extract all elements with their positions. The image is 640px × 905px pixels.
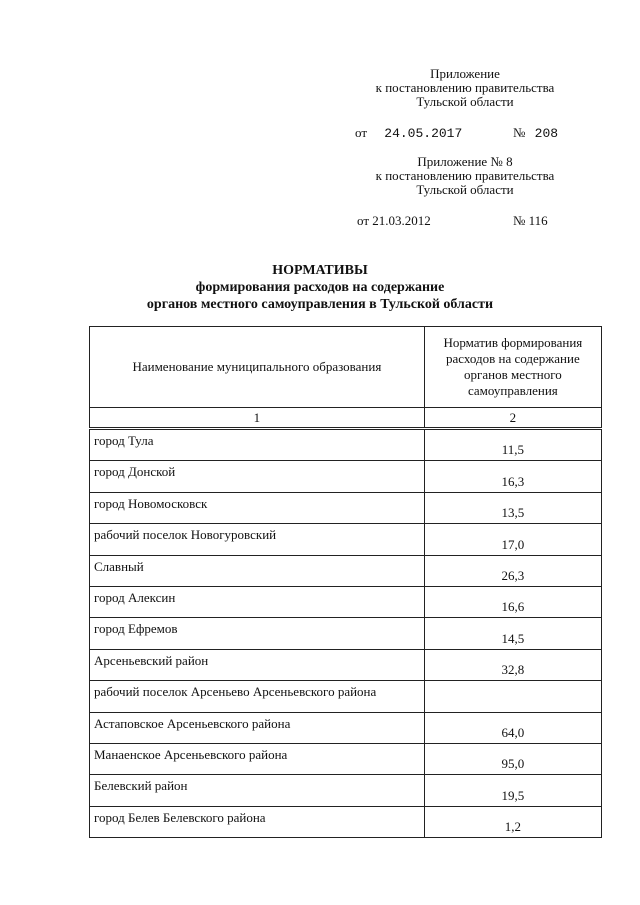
table-row — [90, 586, 602, 617]
normative-value: 1,2 — [424, 806, 601, 837]
appendix-region-line: Тульской области — [416, 94, 514, 109]
table-row — [90, 524, 602, 555]
appendix-decree-line: к постановлению правительства — [375, 80, 555, 95]
appendix-label: Приложение — [430, 66, 500, 81]
title-line-2: формирования расходов на содержание — [195, 280, 445, 295]
column-header-normative: Норматив формирования расходов на содержание органов местного самоуправления — [424, 327, 601, 408]
table-row — [90, 775, 602, 806]
municipality-name: Белевский район — [90, 775, 425, 806]
municipality-name: город Алексин — [90, 586, 425, 617]
table-row — [90, 461, 602, 492]
normative-value: 16,6 — [424, 586, 601, 617]
municipality-name: рабочий поселок Новогуровский — [90, 524, 425, 555]
appendix8-decree-line: к постановлению правительства — [375, 168, 555, 183]
table-row — [90, 712, 602, 743]
table-row — [90, 429, 602, 461]
normative-value: 32,8 — [424, 649, 601, 680]
original-decree-number: № 116 — [513, 213, 548, 228]
normative-value: 64,0 — [424, 712, 601, 743]
appendix8-region-line: Тульской области — [416, 182, 514, 197]
municipality-name: город Новомосковск — [90, 492, 425, 523]
table-row — [90, 681, 602, 712]
decree-number: 208 — [534, 126, 559, 141]
municipality-name: город Тула — [90, 429, 425, 461]
normative-value: 14,5 — [424, 618, 601, 649]
date-prefix: от — [355, 125, 368, 140]
normative-value: 13,5 — [424, 492, 601, 523]
title-main: НОРМАТИВЫ — [272, 263, 368, 278]
municipality-name: Астаповское Арсеньевского района — [90, 712, 425, 743]
table-row — [90, 806, 602, 837]
municipality-name: город Донской — [90, 461, 425, 492]
table-header-row — [90, 327, 602, 408]
decree-date: 24.05.2017 — [384, 126, 463, 141]
decree-number-line — [513, 125, 558, 141]
normative-value: 95,0 — [424, 743, 601, 774]
table-row — [90, 649, 602, 680]
table-row — [90, 618, 602, 649]
column-number-1: 1 — [90, 408, 425, 429]
municipality-name: рабочий поселок Арсеньево Арсеньевского района — [90, 681, 425, 712]
municipality-name: город Белев Белевского района — [90, 806, 425, 837]
appendix8-header — [350, 155, 580, 197]
municipality-name: Манаенское Арсеньевского района — [90, 743, 425, 774]
table-row — [90, 492, 602, 523]
municipality-name: Славный — [90, 555, 425, 586]
table-row — [90, 743, 602, 774]
normative-value — [424, 681, 601, 712]
column-number-2: 2 — [424, 408, 601, 429]
appendix8-label: Приложение № 8 — [417, 154, 513, 169]
table-row — [90, 555, 602, 586]
normative-value: 11,5 — [424, 429, 601, 461]
appendix-header — [350, 67, 580, 109]
normative-value: 26,3 — [424, 555, 601, 586]
original-decree-date: от 21.03.2012 — [357, 213, 431, 228]
normative-value: 16,3 — [424, 461, 601, 492]
document-title — [0, 262, 640, 313]
normative-value: 17,0 — [424, 524, 601, 555]
municipality-name: Арсеньевский район — [90, 649, 425, 680]
normatives-table — [89, 326, 602, 838]
column-number-row — [90, 408, 602, 429]
normative-value: 19,5 — [424, 775, 601, 806]
number-prefix: № — [513, 125, 526, 140]
municipality-name: город Ефремов — [90, 618, 425, 649]
decree-date-line — [355, 125, 462, 141]
column-header-name: Наименование муниципального образования — [90, 327, 425, 408]
title-line-3: органов местного самоуправления в Тульской области — [146, 297, 494, 312]
